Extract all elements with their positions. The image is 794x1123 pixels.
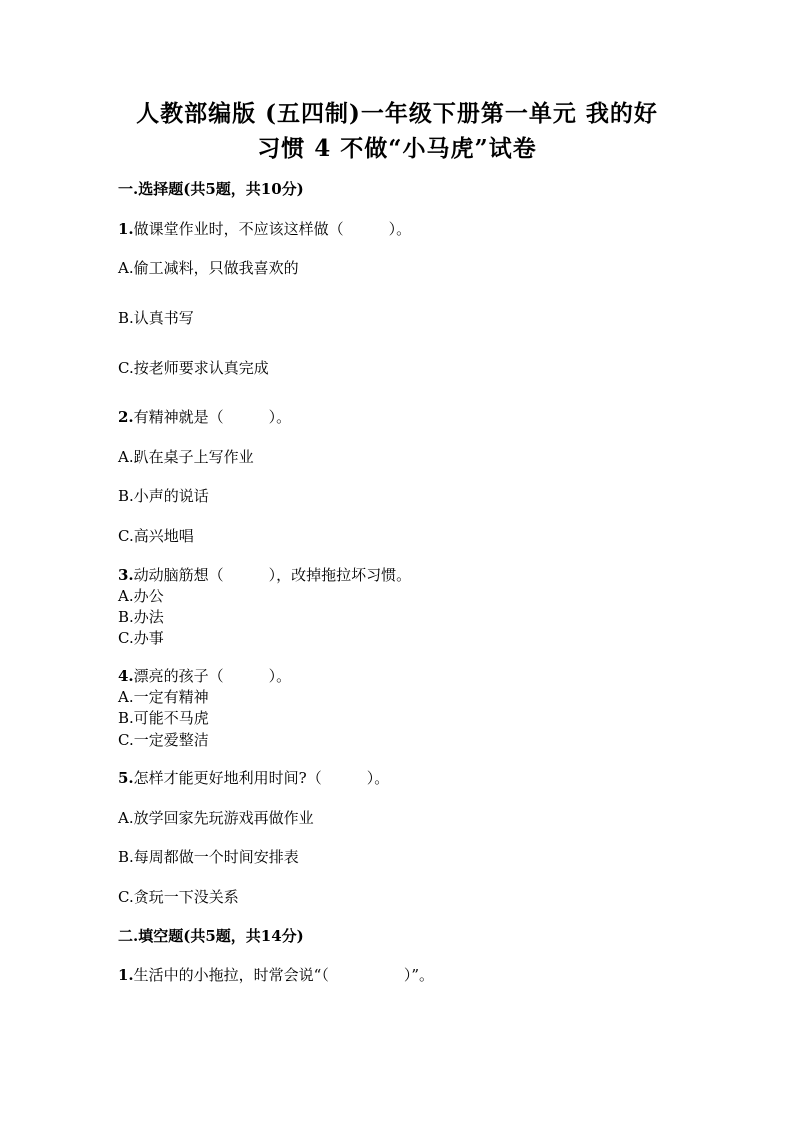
q3-option-a: A.办公 <box>118 587 164 605</box>
title-line-2: 习惯 4 不做“小马虎”试卷 <box>257 135 537 162</box>
q4-option-a: A.一定有精神 <box>118 688 209 706</box>
question-number: 4. <box>118 667 134 685</box>
q2-option-c: C.高兴地唱 <box>118 527 194 545</box>
section-heading-choice: 一.选择题(共5题，共10分) <box>118 180 304 198</box>
q2-option-a: A.趴在桌子上写作业 <box>118 448 254 466</box>
q4-option-b: B.可能不马虎 <box>118 709 209 727</box>
question-text: 怎样才能更好地利用时间?（ ）。 <box>133 769 390 787</box>
section-heading-fill: 二.填空题(共5题，共14分) <box>118 927 304 945</box>
question-text: 做课堂作业时，不应该这样做（ ）。 <box>133 220 412 238</box>
question-text: 有精神就是（ ）。 <box>133 408 292 426</box>
question-1 <box>118 218 411 239</box>
question-text: 动动脑筋想（ ），改掉拖拉坏习惯。 <box>133 566 412 584</box>
question-4 <box>118 665 291 686</box>
question-text: 生活中的小拖拉，时常会说“（ ）”。 <box>133 966 435 984</box>
question-number: 1. <box>118 220 134 238</box>
question-number: 5. <box>118 769 134 787</box>
q3-option-b: B.办法 <box>118 608 164 626</box>
fill-question-1 <box>118 964 434 985</box>
question-number: 1. <box>118 966 134 984</box>
q2-option-b: B.小声的说话 <box>118 487 209 505</box>
q5-option-b: B.每周都做一个时间安排表 <box>118 848 299 866</box>
q5-option-a: A.放学回家先玩游戏再做作业 <box>118 809 314 827</box>
question-number: 2. <box>118 408 134 426</box>
q3-option-c: C.办事 <box>118 629 164 647</box>
question-3 <box>118 564 411 585</box>
title-line-1: 人教部编版 (五四制)一年级下册第一单元 我的好 <box>136 100 658 127</box>
q1-option-c: C.按老师要求认真完成 <box>118 359 269 377</box>
q4-option-c: C.一定爱整洁 <box>118 731 209 749</box>
q5-option-c: C.贪玩一下没关系 <box>118 888 239 906</box>
question-number: 3. <box>118 566 134 584</box>
q1-option-b: B.认真书写 <box>118 309 194 327</box>
question-2 <box>118 406 291 427</box>
question-text: 漂亮的孩子（ ）。 <box>133 667 292 685</box>
q1-option-a: A.偷工减料，只做我喜欢的 <box>118 259 299 277</box>
question-5 <box>118 767 389 788</box>
